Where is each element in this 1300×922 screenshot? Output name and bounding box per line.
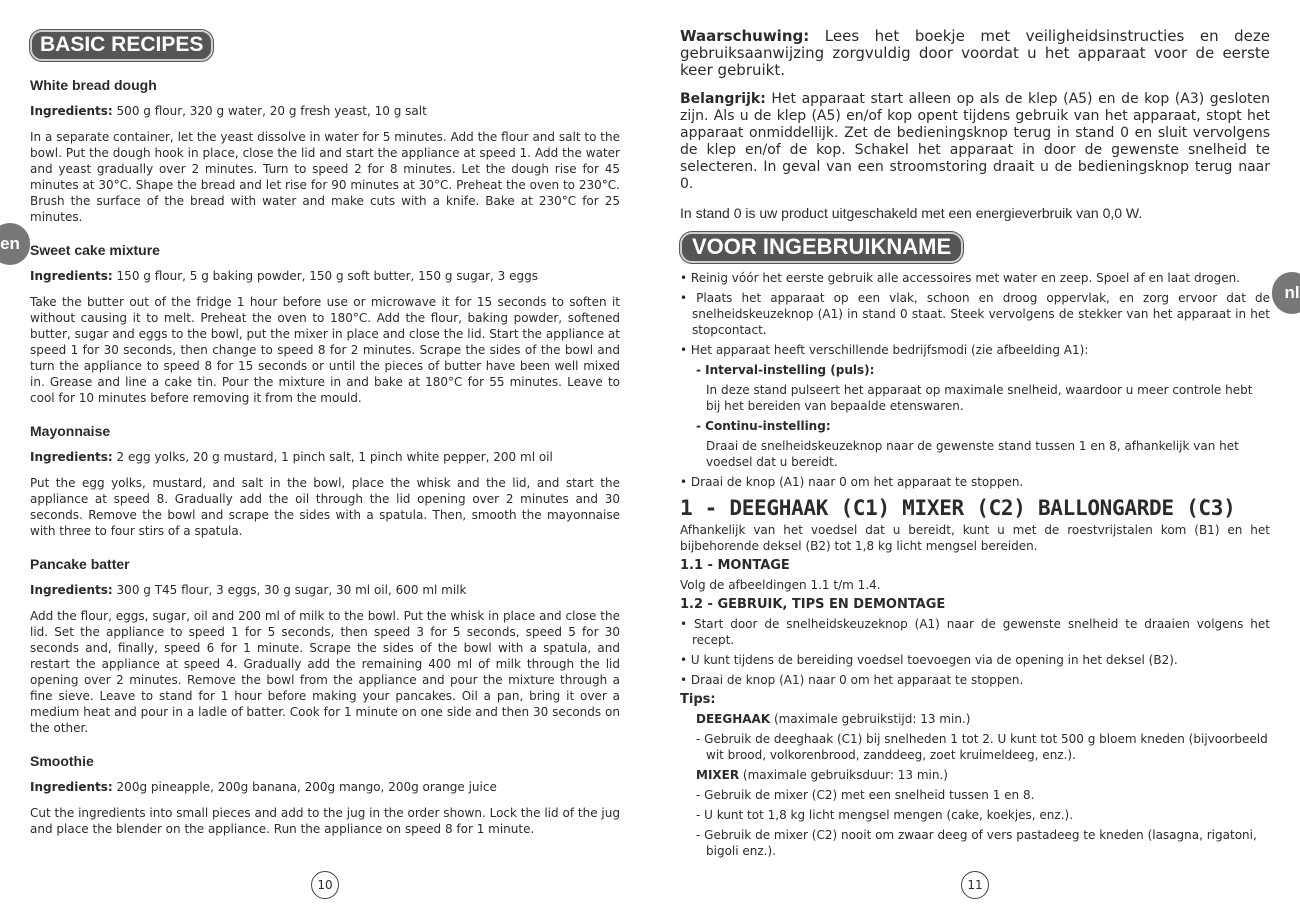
interval-title: - Interval-instelling (puls): <box>696 363 875 377</box>
list-item: • Het apparaat heeft verschillende bedrijfsmodi (zie afbeelding A1): <box>680 343 1089 357</box>
list-item: • Reinig vóór het eerste gebruik alle accessoires met water en zeep. Spoel af en laat drogen. <box>680 271 1240 285</box>
recipe-ingredients <box>30 268 620 284</box>
standby-text: In stand 0 is uw product uitgeschakeld met een energieverbruik van 0,0 W. <box>680 205 1143 221</box>
recipe-block <box>30 242 620 406</box>
ingredients-label: Ingredients: <box>30 450 113 464</box>
deeghaak-label: DEEGHAAK <box>696 712 771 726</box>
recipe-method: Take the butter out of the fridge 1 hour before use or microwave it for 15 seconds to soften it without causing it to melt. Preheat the oven to 180°C. Add the flour, baking powder, softened butter, sugar and eggs to the bowl, put the mixer in place and close the lid. Start the appliance at speed 1 for 30 seconds, then change to speed 8 for 2 minutes. Scrape the sides of the bowl and turn the appliance to speed 8 for 15 seconds or until the pieces of butter have been well mixed in. Grease and line a cake tin. Pour the mixture in and bake at 180°C for 55 minutes. Leave to cool for 10 minutes before removing it from the mould. <box>30 295 620 405</box>
gebruik-bullets <box>680 616 1270 688</box>
important-paragraph <box>680 91 1270 193</box>
recipe-title: Mayonnaise <box>30 423 111 439</box>
ingredients-text: 200g pineapple, 200g banana, 200g mango, 200g orange juice <box>116 780 497 794</box>
recipe-ingredients <box>30 449 620 465</box>
tips-label: Tips: <box>680 692 716 707</box>
intro-bullets <box>680 270 1270 490</box>
heading-deeghaak-mixer-ballongarde: 1 - DEEGHAAK (C1) MIXER (C2) BALLONGARDE (C3) <box>680 496 1236 520</box>
section-title-voor-ingebruikname: VOOR INGEBRUIKNAME <box>680 232 963 263</box>
warning-label: Waarschuwing: <box>680 27 810 45</box>
deeghaak-note: (maximale gebruikstijd: 13 min.) <box>770 712 971 726</box>
mixer-note: (maximale gebruiksduur: 13 min.) <box>739 768 948 782</box>
heading-montage: 1.1 - MONTAGE <box>680 558 790 573</box>
recipe-method: Put the egg yolks, mustard, and salt in the bowl, place the whisk and the lid, and start the appliance at speed 8. Gradually add the oil through the lid opening over 2 minutes and 30 seconds. Remove the bowl and scrape the sides with a spatula. Then, smooth the mayonnaise with three to four stirs of a spatula. <box>30 476 620 538</box>
language-tab-en: en <box>0 223 30 265</box>
deeghaak-tip-heading <box>696 711 1270 727</box>
recipe-title: White bread dough <box>30 77 157 93</box>
recipe-ingredients <box>30 582 620 598</box>
recipe-ingredients <box>30 779 620 795</box>
recipe-list <box>30 77 620 837</box>
heading-intro-text: Afhankelijk van het voedsel dat u bereidt, kunt u met de roestvrijstalen kom (B1) en het bijbehorende deksel (B2) tot 1,8 kg licht mengsel bereiden. <box>680 523 1270 553</box>
page-number-right: 11 <box>961 871 989 899</box>
recipe-block <box>30 77 620 225</box>
ingredients-text: 500 g flour, 320 g water, 20 g fresh yeast, 10 g salt <box>116 104 427 118</box>
recipe-title: Smoothie <box>30 753 94 769</box>
list-item: • Start door de snelheidskeuzeknop (A1) naar de gewenste snelheid te draaien volgens het recept. <box>680 617 1270 647</box>
language-tab-nl: nl <box>1272 272 1300 314</box>
list-item: - Gebruik de deeghaak (C1) bij snelheden 1 tot 2. U kunt tot 500 g bloem kneden (bijvoorbeeld wit brood, volkorenbrood, zanddeeg, zoet kruimeldeeg, enz.). <box>696 732 1268 762</box>
page-number-left: 10 <box>311 871 339 899</box>
section-title-basic-recipes: BASIC RECIPES <box>30 30 213 61</box>
recipe-method: Add the flour, eggs, sugar, oil and 200 ml of milk to the bowl. Put the whisk in place and close the lid. Set the appliance to speed 1 for 5 seconds, then speed 3 for 5 seconds, speed 5 for 30 seconds and, finally, speed 6 for 1 minute. Scrape the sides of the bowl with a spatula, and restart the appliance at speed 4. Gradually add the remaining 400 ml of milk through the lid opening over 2 minutes. Remove the bowl from the appliance and pour the mixture through a fine sieve. Leave to stand for 1 hour before making your pancakes. Oil a pan, bring it over a medium heat and pour in a ladle of batter. Cook for 1 minute on one side and then 30 seconds on the other. <box>30 609 620 735</box>
continu-title: - Continu-instelling: <box>696 419 831 433</box>
mixer-tip-heading <box>696 767 1270 783</box>
heading-gebruik-tips-demontage: 1.2 - GEBRUIK, TIPS EN DEMONTAGE <box>680 597 946 612</box>
recipe-block <box>30 753 620 837</box>
recipe-block <box>30 423 620 539</box>
list-item: • U kunt tijdens de bereiding voedsel toevoegen via de opening in het deksel (B2). <box>680 653 1178 667</box>
list-item: - Gebruik de mixer (C2) met een snelheid tussen 1 en 8. <box>696 788 1035 802</box>
recipe-title: Sweet cake mixture <box>30 242 160 258</box>
list-item: - U kunt tot 1,8 kg licht mengsel mengen (cake, koekjes, enz.). <box>696 808 1074 822</box>
recipe-ingredients <box>30 103 620 119</box>
ingredients-label: Ingredients: <box>30 780 113 794</box>
ingredients-label: Ingredients: <box>30 583 113 597</box>
list-item: - Gebruik de mixer (C2) nooit om zwaar deeg of vers pastadeeg te kneden (lasagna, rigatoni, bigoli enz.). <box>696 828 1257 858</box>
ingredients-label: Ingredients: <box>30 269 113 283</box>
recipe-method: In a separate container, let the yeast dissolve in water for 5 minutes. Add the flour and salt to the bowl. Put the dough hook in place, close the lid and start the appliance at speed 1. Add the water and yeast gradually over 2 minutes. Turn to speed 2 for 8 minutes. Let the dough rise for 45 minutes at 30°C. Shape the bread and let rise for 90 minutes at 30°C. Preheat the oven to 230°C. Brush the surface of the bread with water and make cuts with a knife. Bake at 230°C for 25 minutes. <box>30 130 620 224</box>
interval-text: In deze stand pulseert het apparaat op maximale snelheid, waardoor u meer controle hebt bij het bereiden van bepaalde etenswaren. <box>706 383 1253 413</box>
list-item: • Draai de knop (A1) naar 0 om het apparaat te stoppen. <box>680 673 1024 687</box>
right-page <box>650 0 1300 922</box>
recipe-title: Pancake batter <box>30 556 130 572</box>
important-label: Belangrijk: <box>680 91 766 107</box>
continu-text: Draai de snelheidskeuzeknop naar de gewenste stand tussen 1 en 8, afhankelijk van het voedsel dat u bereidt. <box>706 439 1239 469</box>
warning-text: Lees het boekje met veiligheidsinstructies en deze gebruiksaanwijzing zorgvuldig door voordat u het apparaat voor de eerste keer gebruikt. <box>680 27 1270 79</box>
ingredients-text: 300 g T45 flour, 3 eggs, 30 g sugar, 30 ml oil, 600 ml milk <box>116 583 467 597</box>
mixer-label: MIXER <box>696 768 740 782</box>
ingredients-label: Ingredients: <box>30 104 113 118</box>
montage-text: Volg de afbeeldingen 1.1 t/m 1.4. <box>680 578 881 592</box>
list-item: • Plaats het apparaat op een vlak, schoon en droog oppervlak, en zorg ervoor dat de snelheidskeuzeknop (A1) in stand 0 staat. Steek vervolgens de stekker van het apparaat in het stopcontact. <box>680 291 1270 337</box>
ingredients-text: 150 g flour, 5 g baking powder, 150 g soft butter, 150 g sugar, 3 eggs <box>116 269 538 283</box>
recipe-method: Cut the ingredients into small pieces and add to the jug in the order shown. Lock the lid of the jug and place the blender on the appliance. Run the appliance on speed 8 for 1 minute. <box>30 806 620 836</box>
list-item: • Draai de knop (A1) naar 0 om het apparaat te stoppen. <box>680 475 1024 489</box>
important-text: Het apparaat start alleen op als de klep (A5) en de kop (A3) gesloten zijn. Als u de klep (A5) en/of kop opent tijdens gebruik van het apparaat, stopt het apparaat onmiddellijk. Zet de bedieningsknop terug in stand 0 en sluit vervolgens de klep en/of de kop. Schakel het apparaat in door de gewenste snelheid te selecteren. In geval van een stroomstoring draait u de bedieningsknop terug naar 0. <box>680 91 1270 192</box>
warning-paragraph <box>680 28 1270 79</box>
ingredients-text: 2 egg yolks, 20 g mustard, 1 pinch salt, 1 pinch white pepper, 200 ml oil <box>116 450 553 464</box>
recipe-block <box>30 556 620 736</box>
